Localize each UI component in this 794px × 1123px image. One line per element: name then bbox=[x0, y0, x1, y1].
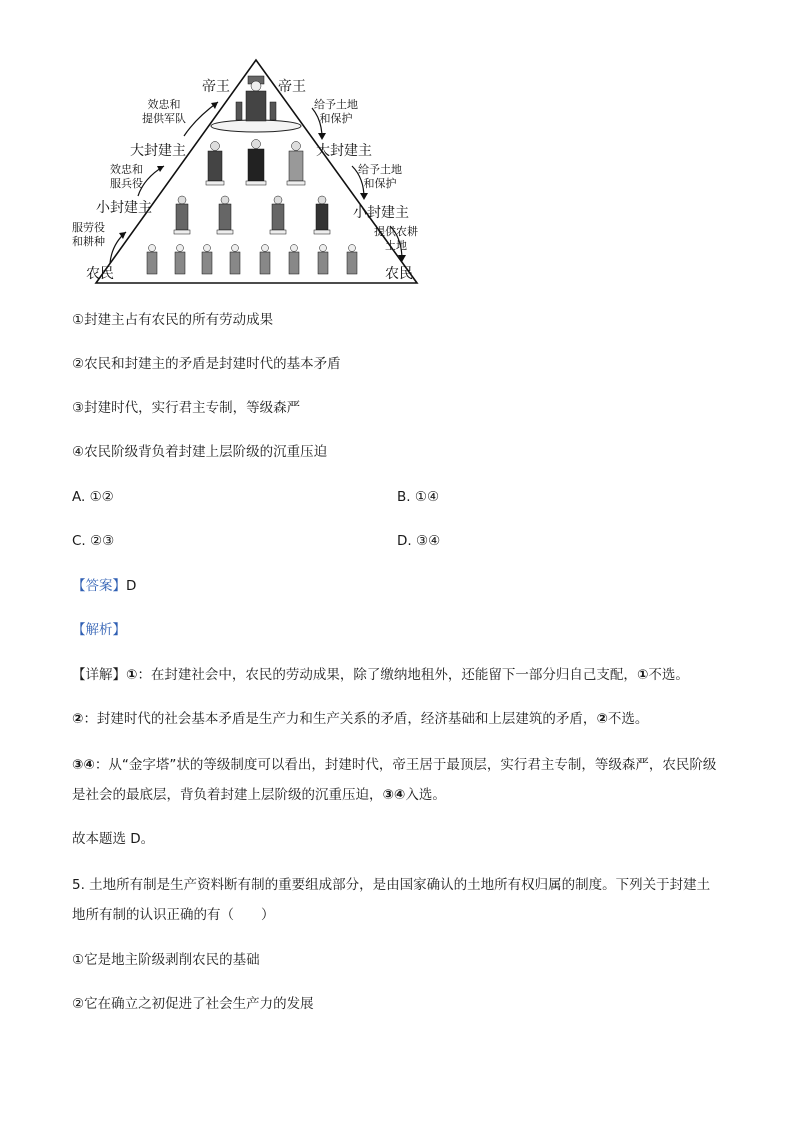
left-arrow-label-3: 服劳役 和耕种 bbox=[72, 221, 105, 248]
q4-statement-2: ②农民和封建主的矛盾是封建时代的基本矛盾 bbox=[72, 356, 341, 372]
king-platform bbox=[211, 120, 301, 132]
option-b[interactable]: B. ①④ bbox=[397, 489, 440, 505]
detail-line-1: 【详解】①：在封建社会中，农民的劳动成果，除了缴纳地租外，还能留下一部分归自己支配，①不选。 bbox=[72, 667, 689, 683]
right-arrow-label-2: 给予土地 和保护 bbox=[358, 163, 402, 190]
answer-value: D bbox=[126, 578, 137, 594]
left-label-small-lord: 小封建主 bbox=[96, 200, 152, 216]
right-label-peasant: 农民 bbox=[385, 266, 413, 282]
feudal-pyramid-diagram bbox=[72, 58, 428, 290]
right-label-small-lord: 小封建主 bbox=[353, 205, 409, 221]
left-arrow-label-1: 效忠和 提供军队 bbox=[142, 98, 186, 125]
option-c[interactable]: C. ②③ bbox=[72, 533, 115, 549]
analysis-tag: 【解析】 bbox=[72, 622, 126, 638]
left-label-peasant: 农民 bbox=[86, 266, 114, 282]
small-lord-figures bbox=[174, 196, 330, 234]
left-label-great-lord: 大封建主 bbox=[130, 143, 186, 159]
q4-statement-4: ④农民阶级背负着封建上层阶级的沉重压迫 bbox=[72, 444, 328, 460]
right-arrow-label-1: 给予土地 和保护 bbox=[314, 98, 358, 125]
king-figure bbox=[236, 76, 276, 121]
q4-statement-3: ③封建时代，实行君主专制，等级森严 bbox=[72, 400, 301, 416]
answer-tag: 【答案】 bbox=[72, 578, 126, 594]
top-left-label: 帝王 bbox=[202, 79, 230, 95]
peasant-figures bbox=[147, 245, 357, 275]
right-label-great-lord: 大封建主 bbox=[316, 143, 372, 159]
q4-statement-1: ①封建主占有农民的所有劳动成果 bbox=[72, 312, 274, 328]
right-arrow-label-3: 提供农耕 土地 bbox=[374, 225, 418, 252]
left-arrow-label-2: 效忠和 服兵役 bbox=[110, 163, 143, 190]
analysis-line bbox=[72, 621, 126, 639]
option-d[interactable]: D. ③④ bbox=[397, 533, 441, 549]
detail-tag: 【详解】 bbox=[72, 667, 126, 683]
conclusion: 故本题选 D。 bbox=[72, 831, 155, 847]
detail-line-3: ③④：从“金字塔”状的等级制度可以看出，封建时代，帝王居于最顶层，实行君主专制，等级森严，农民阶级是社会的最底层，背负着封建上层阶级的沉重压迫，③④入选。 bbox=[72, 757, 717, 803]
option-a[interactable]: A. ①② bbox=[72, 489, 114, 505]
top-right-label: 帝王 bbox=[278, 79, 306, 95]
q5-statement-1: ①它是地主阶级剥削农民的基础 bbox=[72, 952, 260, 968]
answer-line bbox=[72, 577, 136, 595]
great-lord-figures bbox=[206, 140, 305, 186]
detail-line-2: ②：封建时代的社会基本矛盾是生产力和生产关系的矛盾，经济基础和上层建筑的矛盾，②不选。 bbox=[72, 711, 649, 727]
q5-stem: 5. 土地所有制是生产资料断有制的重要组成部分，是由国家确认的土地所有权归属的制度。下列关于封建土地所有制的认识正确的有（ ） bbox=[72, 877, 711, 923]
q5-statement-2: ②它在确立之初促进了社会生产力的发展 bbox=[72, 996, 314, 1012]
